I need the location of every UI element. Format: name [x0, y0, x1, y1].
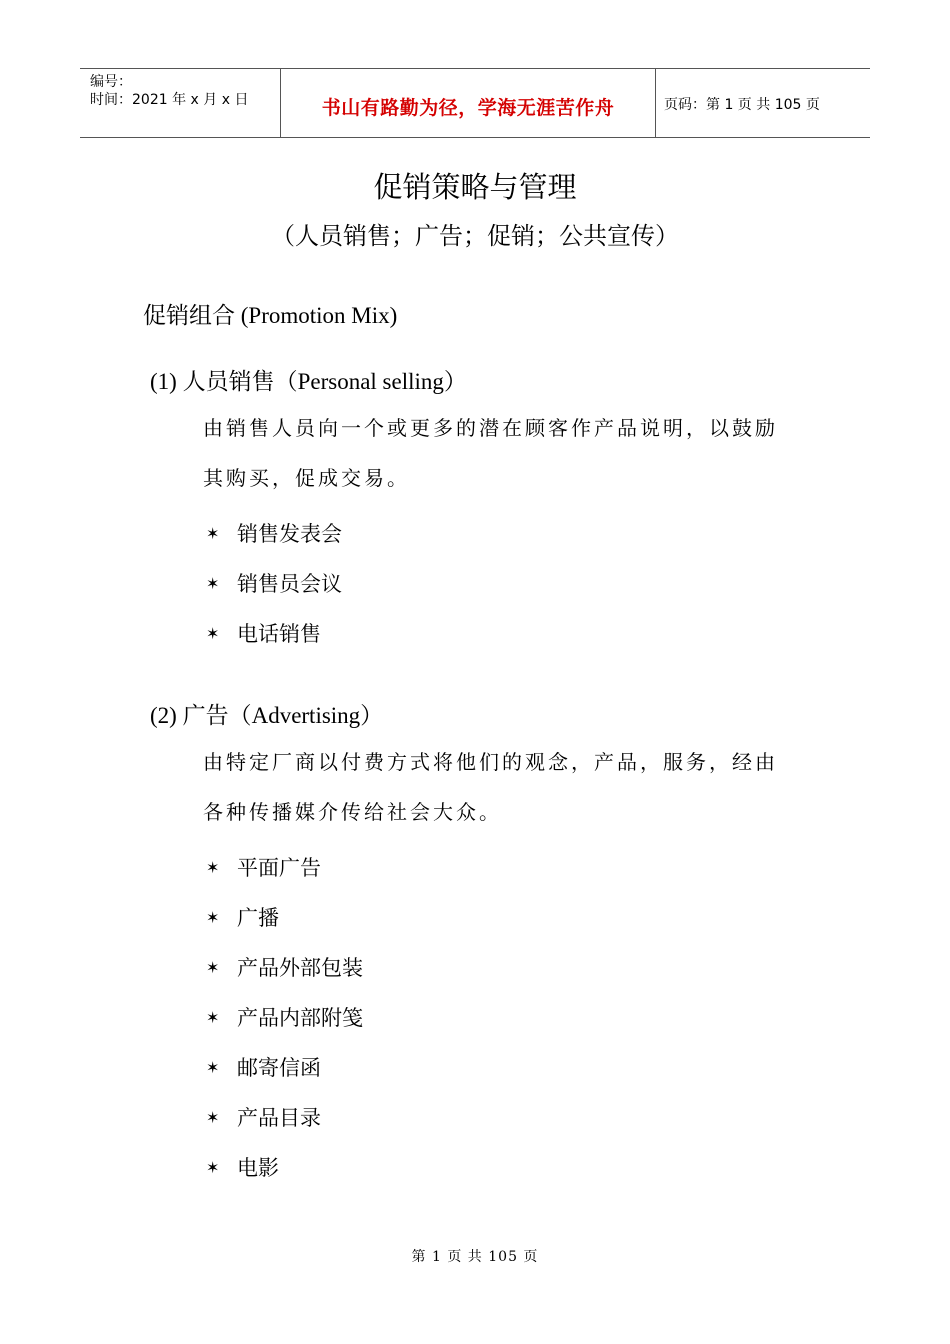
header-page-cell [655, 69, 870, 137]
list-item [206, 892, 363, 942]
star-bullet-icon: ✶ [206, 523, 220, 543]
list-item-label: 销售发表会 [237, 522, 342, 546]
section-heading-advertising [150, 697, 383, 730]
list-item-label: 产品外部包装 [237, 956, 363, 980]
document-subtitle: （人员销售；广告；促销；公共宣传） [271, 222, 679, 250]
list-item-label: 平面广告 [237, 856, 321, 880]
list-item [206, 1042, 363, 1092]
description-line: 由特定厂商以付费方式将他们的观念，产品，服务，经由 [203, 750, 778, 774]
section-heading-en: （Advertising） [228, 703, 384, 728]
list-item-label: 电话销售 [237, 622, 321, 646]
description-line: 其购买，促成交易。 [203, 466, 410, 490]
star-bullet-icon: ✶ [206, 623, 220, 643]
description-line: 各种传播媒介传给社会大众。 [203, 800, 502, 824]
section-heading-personal-selling [150, 363, 467, 396]
star-bullet-icon: ✶ [206, 857, 220, 877]
list-item [206, 558, 342, 608]
personal-selling-list [206, 508, 342, 658]
section-heading-en: (Promotion Mix) [235, 303, 398, 328]
section-heading-promotion-mix [143, 297, 397, 330]
advertising-description [203, 737, 813, 837]
list-item [206, 842, 363, 892]
star-bullet-icon: ✶ [206, 1157, 220, 1177]
list-item [206, 608, 342, 658]
page-footer: 第 1 页 共 105 页 [411, 1249, 539, 1265]
section-heading-cn: 广告 [182, 703, 229, 729]
list-item-label: 广播 [237, 906, 279, 930]
document-date-label: 时间：2021 年 x 月 x 日 [90, 92, 249, 108]
list-item [206, 992, 363, 1042]
section-heading-en: （Personal selling） [274, 369, 467, 394]
document-header [80, 68, 870, 138]
section-heading-cn: 促销组合 [143, 303, 235, 329]
list-item-label: 邮寄信函 [237, 1056, 321, 1080]
list-item [206, 1142, 363, 1192]
header-motto-cell [280, 69, 656, 137]
list-item [206, 508, 342, 558]
document-title: 促销策略与管理 [373, 170, 577, 204]
document-number-label: 编号： [90, 74, 132, 90]
list-item-label: 产品目录 [237, 1106, 321, 1130]
section-heading-cn: 人员销售 [182, 369, 275, 395]
list-item-label: 电影 [237, 1156, 279, 1180]
star-bullet-icon: ✶ [206, 907, 220, 927]
star-bullet-icon: ✶ [206, 957, 220, 977]
list-item [206, 1092, 363, 1142]
section-number: (2) [150, 703, 183, 728]
description-line: 由销售人员向一个或更多的潜在顾客作产品说明，以鼓励 [203, 416, 778, 440]
star-bullet-icon: ✶ [206, 1107, 220, 1127]
star-bullet-icon: ✶ [206, 1007, 220, 1027]
header-meta-cell [80, 69, 280, 137]
advertising-list [206, 842, 363, 1192]
section-number: (1) [150, 369, 183, 394]
list-item-label: 产品内部附笺 [237, 1006, 363, 1030]
star-bullet-icon: ✶ [206, 573, 220, 593]
personal-selling-description [203, 403, 813, 503]
header-page-info: 页码：第 1 页 共 105 页 [664, 97, 820, 113]
header-motto: 书山有路勤为径，学海无涯苦作舟 [321, 97, 615, 119]
list-item-label: 销售员会议 [237, 572, 342, 596]
star-bullet-icon: ✶ [206, 1057, 220, 1077]
list-item [206, 942, 363, 992]
